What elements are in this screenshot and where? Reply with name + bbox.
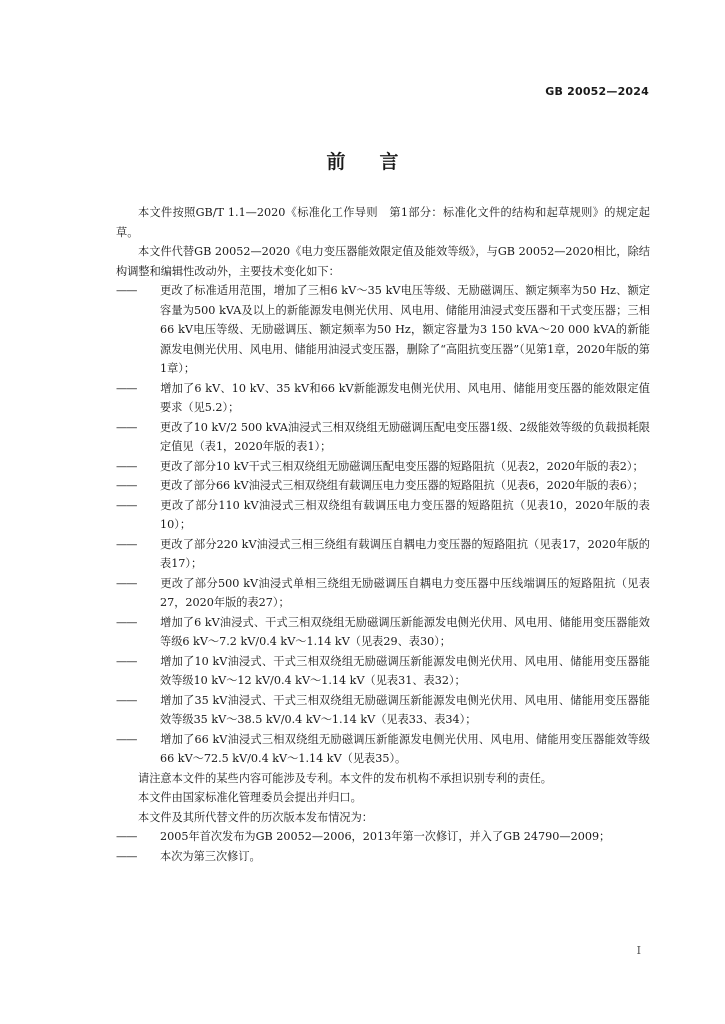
change-item: [116, 574, 650, 613]
change-item: [116, 379, 650, 418]
dash-mark: ——: [116, 284, 137, 297]
dash-mark: ——: [116, 615, 137, 629]
page-number: Ⅰ: [636, 944, 641, 957]
dash-mark: ——: [116, 498, 137, 512]
dash-mark: ——: [116, 479, 137, 492]
intro-paragraph-2: 本文件代替GB 20052—2020《电力变压器能效限定值及能效等级》，与GB 20052—2020相比，除结构调整和编辑性改动外，主要技术变化如下：: [116, 245, 650, 278]
dash-mark: ——: [116, 849, 137, 863]
change-item: [116, 652, 650, 691]
dash-mark: ——: [116, 420, 137, 434]
change-text: 增加了6 kV油浸式、干式三相双绕组无励磁调压新能源发电侧光伏用、风电用、储能用变压器能效等级6 kV～7.2 kV/0.4 kV～1.14 kV（见表29、表30）；: [160, 615, 650, 648]
change-text: 更改了部分110 kV油浸式三相双绕组有载调压电力变压器的短路阻抗（见表10，2020年版的表10）；: [160, 498, 650, 531]
dash-mark: ——: [116, 732, 137, 746]
dash-mark: ——: [116, 381, 137, 395]
history-list: [116, 827, 650, 866]
changes-list: [116, 281, 650, 769]
intro-paragraph-1: 本文件按照GB/T 1.1—2020《标准化工作导则 第1部分：标准化文件的结构和起草规则》的规定起草。: [116, 206, 650, 239]
dash-mark: ——: [116, 459, 137, 473]
change-text: 更改了标准适用范围，增加了三相6 kV～35 kV电压等级、无励磁调压、额定频率为50 Hz、额定容量为500 kVA及以上的新能源发电侧光伏用、风电用、储能用油浸式变压器和干式变压器；三相66 kV电压等级、无励磁调压、额定频率为50 Hz，额定容量为3 150 kVA～20 000 kVA的新能源发电侧光伏用、风电用、储能用油浸式变压器，删除了“高阻抗变压器”（见第1章，2020年版的第1章）；: [160, 284, 650, 375]
change-text: 更改了部分220 kV油浸式三相三绕组有载调压自耦电力变压器的短路阻抗（见表17，2020年版的表17）；: [160, 537, 650, 570]
dash-mark: ——: [116, 654, 137, 668]
history-item: [116, 847, 650, 867]
change-text: 更改了部分500 kV油浸式单相三绕组无励磁调压自耦电力变压器中压线端调压的短路阻抗（见表27，2020年版的表27）；: [160, 576, 650, 609]
change-text: 更改了部分66 kV油浸式三相双绕组有载调压电力变压器的短路阻抗（见表6，2020年版的表6）；: [160, 479, 644, 492]
standard-code: GB 20052—2024: [545, 85, 649, 98]
dash-mark: ——: [116, 830, 137, 843]
change-text: 增加了6 kV、10 kV、35 kV和66 kV新能源发电侧光伏用、风电用、储能用变压器的能效限定值要求（见5.2）；: [160, 381, 650, 414]
change-item: [116, 281, 650, 379]
history-item: [116, 827, 650, 847]
dash-mark: ——: [116, 576, 137, 590]
change-item: [116, 418, 650, 457]
dash-mark: ——: [116, 693, 137, 707]
page-title: 前言: [326, 151, 433, 173]
change-item: [116, 730, 650, 769]
change-item: [116, 613, 650, 652]
change-item: [116, 457, 650, 477]
dash-mark: ——: [116, 537, 137, 551]
change-text: 增加了10 kV油浸式、干式三相双绕组无励磁调压新能源发电侧光伏用、风电用、储能用变压器能效等级10 kV～12 kV/0.4 kV～1.14 kV（见表31、表32）；: [160, 654, 650, 687]
history-text: 2005年首次发布为GB 20052—2006，2013年第一次修订，并入了GB 24790—2009；: [160, 830, 611, 843]
change-text: 增加了35 kV油浸式、干式三相双绕组无励磁调压新能源发电侧光伏用、风电用、储能用变压器能效等级35 kV～38.5 kV/0.4 kV～1.14 kV（见表33、表34）；: [160, 693, 650, 726]
patent-notice: 请注意本文件的某些内容可能涉及专利。本文件的发布机构不承担识别专利的责任。: [138, 771, 552, 785]
change-item: [116, 496, 650, 535]
change-item: [116, 535, 650, 574]
change-item: [116, 691, 650, 730]
change-text: 增加了66 kV油浸式三相双绕组无励磁调压新能源发电侧光伏用、风电用、储能用变压器能效等级66 kV～72.5 kV/0.4 kV～1.14 kV（见表35）。: [160, 732, 650, 765]
change-text: 更改了10 kV/2 500 kVA油浸式三相双绕组无励磁调压配电变压器1级、2级能效等级的负载损耗限定值见（表1，2020年版的表1）；: [160, 420, 650, 453]
proposer-statement: 本文件由国家标准化管理委员会提出并归口。: [138, 791, 362, 804]
change-text: 更改了部分10 kV干式三相双绕组无励磁调压配电变压器的短路阻抗（见表2，2020年版的表2）；: [160, 459, 644, 473]
document-body: [116, 203, 650, 866]
change-item: [116, 476, 650, 496]
history-intro: 本文件及其所代替文件的历次版本发布情况为：: [138, 810, 373, 824]
history-text: 本次为第三次修订。: [160, 849, 261, 863]
